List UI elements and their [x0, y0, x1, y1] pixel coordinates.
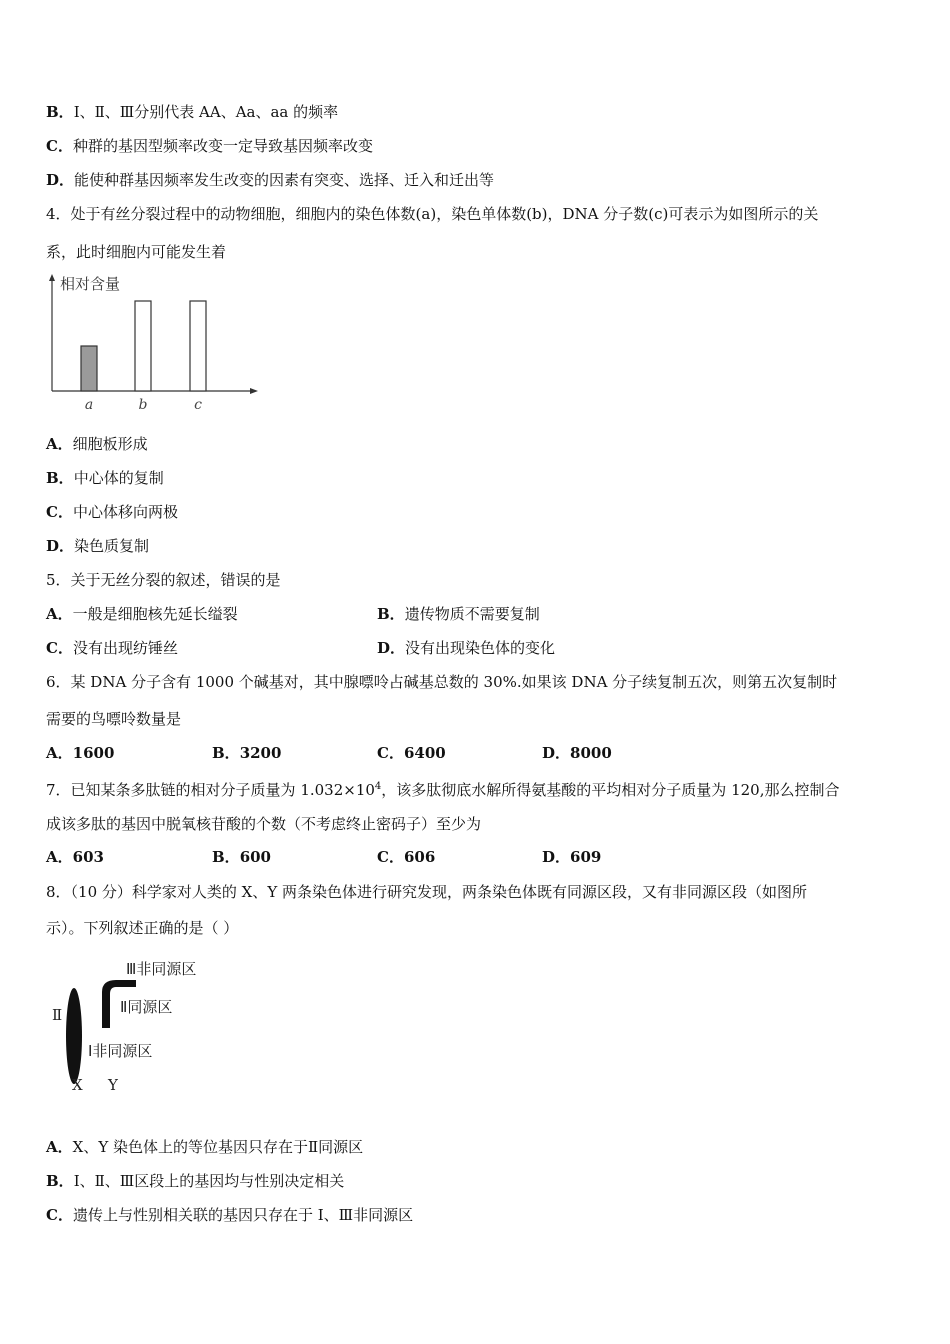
- option-text: 1600: [72, 744, 115, 762]
- option-label: C．: [46, 503, 73, 521]
- q6-option-a: [46, 743, 114, 763]
- q4-bar-chart: [44, 272, 264, 416]
- option-text: 中心体移向两极: [72, 503, 178, 521]
- chart-ylabel: 相对含量: [60, 275, 121, 293]
- tick-label-a: a: [84, 397, 94, 413]
- option-text: 3200: [239, 744, 282, 762]
- q8-stem-line1: 8．（10 分）科学家对人类的 X、Y 两条染色体进行研究发现，两条染色体既有同源区段，又有非同源区段（如图所: [46, 883, 808, 901]
- bar-b: [135, 301, 151, 391]
- label-iii-nonhomologous: Ⅲ非同源区: [126, 960, 197, 978]
- q8-option-c: [46, 1205, 413, 1225]
- q6-option-d: [542, 743, 612, 763]
- q7-stem-pre: 7．已知某条多肽链的相对分子质量为 1.032×10: [46, 781, 375, 799]
- option-text: 没有出现纺锤丝: [72, 639, 178, 657]
- q4-option-d: [46, 536, 149, 556]
- bar-a: [81, 346, 97, 391]
- option-label: A．: [46, 435, 73, 453]
- option-label: A．: [46, 1138, 73, 1156]
- option-label: B．: [377, 605, 405, 623]
- option-text: 种群的基因型频率改变一定导致基因频率改变: [72, 137, 373, 155]
- q4-stem-line1: 4．处于有丝分裂过程中的动物细胞，细胞内的染色体数(a)，染色单体数(b)，DNA 分子数(c)可表示为如图所示的关: [46, 205, 819, 223]
- bar-c: [190, 301, 206, 391]
- tick-label-c: c: [194, 397, 202, 413]
- option-label: C．: [377, 744, 404, 762]
- option-text: 中心体的复制: [73, 469, 164, 487]
- xy-chromosome-diagram: [44, 952, 224, 1102]
- label-ii-homologous: Ⅱ同源区: [120, 998, 173, 1016]
- option-text: 遗传物质不需要复制: [404, 605, 540, 623]
- option-label: C．: [377, 848, 404, 866]
- option-text: 6400: [403, 744, 446, 762]
- q6-stem-line1: 6．某 DNA 分子含有 1000 个碱基对，其中腺嘌呤占碱基总数的 30%.如果该 DNA 分子续复制五次，则第五次复制时: [46, 673, 838, 691]
- q7-stem-sup: 4: [374, 781, 382, 792]
- option-text: 600: [239, 848, 271, 866]
- q6-option-b: [212, 743, 281, 763]
- label-i-nonhomologous: Ⅰ非同源区: [88, 1042, 153, 1060]
- label-x: X: [72, 1076, 83, 1094]
- option-label: A．: [46, 744, 73, 762]
- option-text: 一般是细胞核先延长缢裂: [72, 605, 238, 623]
- q5-option-d: [377, 638, 555, 658]
- q5-option-a: [46, 604, 238, 624]
- q3-option-b: [46, 102, 338, 122]
- option-label: D．: [46, 537, 75, 555]
- option-text: 606: [403, 848, 436, 866]
- option-label: A．: [46, 605, 73, 623]
- q5-stem: 5．关于无丝分裂的叙述，错误的是: [46, 571, 281, 589]
- q7-stem-line2: 成该多肽的基因中脱氧核苷酸的个数（不考虑终止密码子）至少为: [46, 815, 482, 833]
- option-label: B．: [212, 848, 240, 866]
- q7-stem-line1: [46, 777, 839, 800]
- option-label: C．: [46, 1206, 73, 1224]
- option-text: 染色质复制: [74, 537, 150, 555]
- option-label: A．: [46, 848, 73, 866]
- q5-option-b: [377, 604, 540, 624]
- option-text: 遗传上与性别相关联的基因只存在于 I、Ⅲ非同源区: [72, 1206, 414, 1224]
- option-text: 没有出现染色体的变化: [405, 639, 556, 657]
- option-text: X、Y 染色体上的等位基因只存在于Ⅱ同源区: [72, 1138, 364, 1156]
- option-label: B．: [46, 1172, 74, 1190]
- q7-stem-post: ，该多肽彻底水解所得氨基酸的平均相对分子质量为 120,那么控制合: [381, 781, 840, 799]
- label-y: Y: [108, 1076, 118, 1094]
- x-chromosome: [66, 988, 82, 1084]
- option-label: D．: [46, 171, 75, 189]
- q4-option-c: [46, 502, 178, 522]
- option-text: 609: [570, 848, 602, 866]
- option-label: B．: [46, 469, 74, 487]
- x-axis-arrow-icon: [250, 388, 258, 394]
- q3-option-d: [46, 170, 494, 190]
- option-text: 能使种群基因频率发生改变的因素有突变、选择、迁入和迁出等: [74, 171, 495, 189]
- q8-option-b: [46, 1171, 344, 1191]
- option-text: 细胞板形成: [72, 435, 148, 453]
- q4-stem-line2: 系，此时细胞内可能发生着: [46, 243, 227, 261]
- option-label: D．: [542, 744, 571, 762]
- q8-option-a: [46, 1137, 363, 1157]
- q4-option-a: [46, 434, 148, 454]
- option-text: I、Ⅱ、Ⅲ区段上的基因均与性别决定相关: [73, 1172, 345, 1190]
- option-text: Ⅰ、Ⅱ、Ⅲ分别代表 AA、Aa、aa 的频率: [73, 103, 339, 121]
- q8-stem-line2: 示）。下列叙述正确的是（ ）: [46, 919, 239, 937]
- q4-option-b: [46, 468, 164, 488]
- y-axis-arrow-icon: [49, 274, 55, 281]
- q5-option-c: [46, 638, 178, 658]
- q7-option-d: [542, 847, 601, 867]
- q7-option-c: [377, 847, 435, 867]
- option-label: D．: [377, 639, 406, 657]
- option-label: B．: [212, 744, 240, 762]
- option-label: C．: [46, 137, 73, 155]
- option-label: B．: [46, 103, 74, 121]
- option-text: 8000: [570, 744, 612, 762]
- q6-stem-line2: 需要的鸟嘌呤数量是: [46, 710, 182, 728]
- q6-option-c: [377, 743, 446, 763]
- q3-option-c: [46, 136, 373, 156]
- q7-option-b: [212, 847, 271, 867]
- tick-label-b: b: [138, 397, 148, 413]
- option-label: C．: [46, 639, 73, 657]
- option-label: D．: [542, 848, 571, 866]
- q7-option-a: [46, 847, 104, 867]
- label-ii-left: Ⅱ: [52, 1006, 63, 1024]
- option-text: 603: [72, 848, 104, 866]
